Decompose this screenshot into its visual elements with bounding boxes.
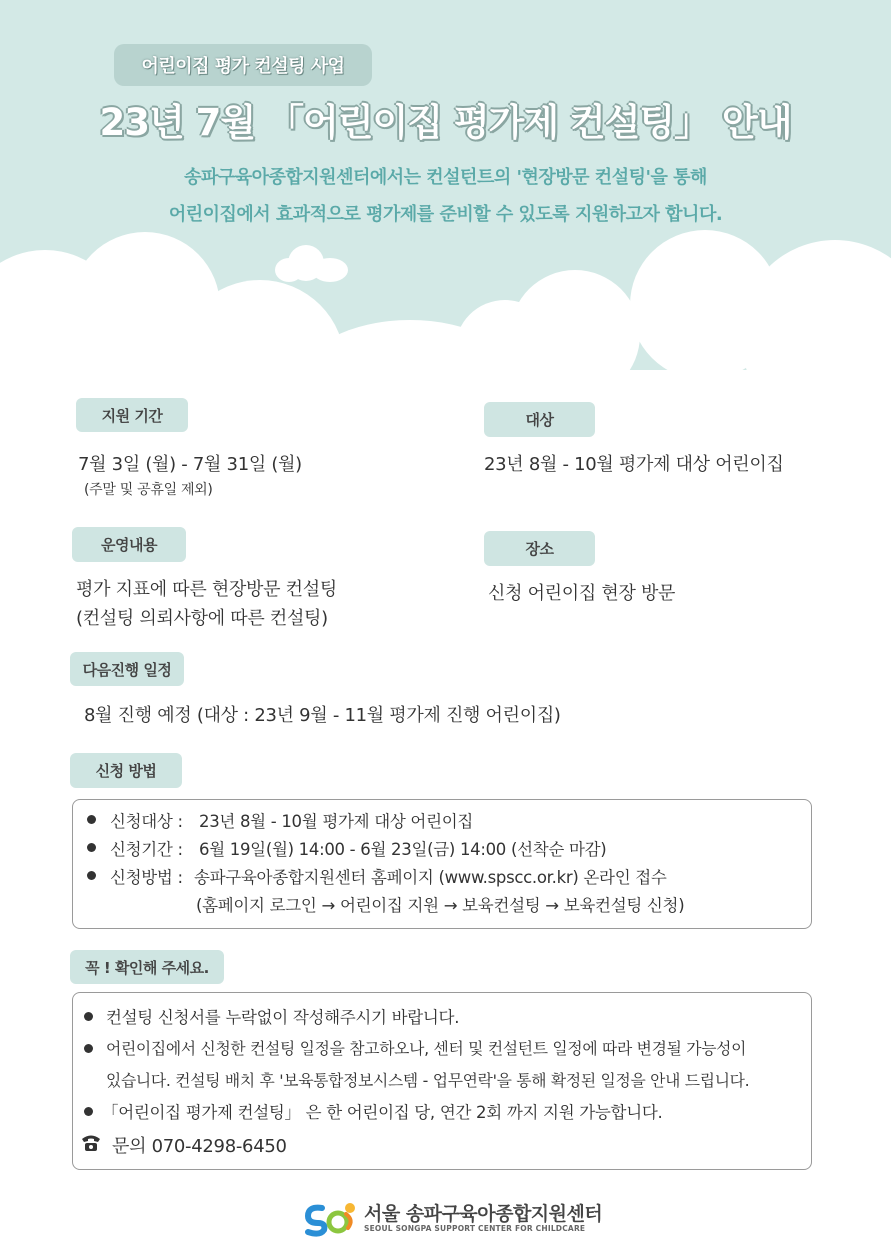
support-period-value: 7월 3일 (월) - 7월 31일 (월) [78,454,302,475]
notice-label: 꼭 ! 확인해 주세요. [70,950,224,984]
center-logo-icon [302,1198,360,1238]
place-label: 장소 [484,531,595,566]
next-schedule-label: 다음진행 일정 [70,652,184,686]
cloud-shape [312,258,348,282]
support-period-note: (주말 및 공휴일 제외) [84,482,213,498]
target-label: 대상 [484,402,595,437]
bullet-icon [84,1107,93,1116]
notice-item-2-line-2: 있습니다. 컨설팅 배치 후 '보육통합정보시스템 - 업무연락'을 통해 확정된 일정을 안내 드립니다. [106,1071,750,1090]
contact-phone: 문의 070-4298-6450 [112,1136,287,1157]
apply-period-key: 신청기간 : [110,840,183,859]
apply-method-label: 신청 방법 [70,753,182,788]
bullet-icon [87,843,96,852]
footer-logo [302,1198,602,1238]
apply-target-key: 신청대상 : [110,812,183,831]
intro-line-1: 송파구육아종합지원센터에서는 컨설턴트의 '현장방문 컨설팅'을 통해 [184,167,707,188]
bullet-icon [87,871,96,880]
support-period-label: 지원 기간 [76,398,188,432]
notice-item-2-line-1: 어린이집에서 신청한 컨설팅 일정을 참고하오나, 센터 및 컨설턴트 일정에 따라 변경될 가능성이 [106,1039,747,1058]
apply-period-value: 6월 19일(월) 14:00 - 6월 23일(금) 14:00 (선착순 마감) [199,840,607,859]
target-value: 23년 8월 - 10월 평가제 대상 어린이집 [484,454,784,475]
apply-way-value: 송파구육아종합지원센터 홈페이지 (www.spscc.or.kr) 온라인 접수 [194,868,667,887]
page-title: 23년 7월 「어린이집 평가제 컨설팅」 안내 [99,101,792,144]
center-name-en: SEOUL SONGPA SUPPORT CENTER FOR CHILDCARE [364,1223,586,1233]
bullet-icon [84,1012,93,1021]
place-value: 신청 어린이집 현장 방문 [488,583,676,604]
bullet-icon [84,1044,93,1053]
next-schedule-value: 8월 진행 예정 (대상 : 23년 9월 - 11월 평가제 진행 어린이집) [84,705,561,726]
notice-item-1: 컨설팅 신청서를 누락없이 작성해주시기 바랍니다. [106,1008,460,1027]
apply-way-steps: (홈페이지 로그인 → 어린이집 지원 → 보육컨설팅 → 보육컨설팅 신청) [196,896,685,915]
operation-line-1: 평가 지표에 따른 현장방문 컨설팅 [76,579,337,600]
cloud-shape [510,270,640,370]
apply-target-value: 23년 8월 - 10월 평가제 대상 어린이집 [199,812,473,831]
phone-icon [80,1133,102,1153]
intro-line-2: 어린이집에서 효과적으로 평가제를 준비할 수 있도록 지원하고자 합니다. [168,204,723,225]
notice-item-3: 「어린이집 평가제 컨설팅」 은 한 어린이집 당, 연간 2회 까지 지원 가능합니다. [102,1103,663,1122]
operation-line-2: (컨설팅 의뢰사항에 따른 컨설팅) [76,608,328,629]
apply-way-key: 신청방법 : [110,868,183,887]
operation-label: 운영내용 [72,527,186,562]
center-name: 서울 송파구육아종합지원센터 [364,1202,603,1225]
hero-banner [0,0,891,370]
program-tag: 어린이집 평가 컨설팅 사업 [114,44,372,86]
bullet-icon [87,815,96,824]
